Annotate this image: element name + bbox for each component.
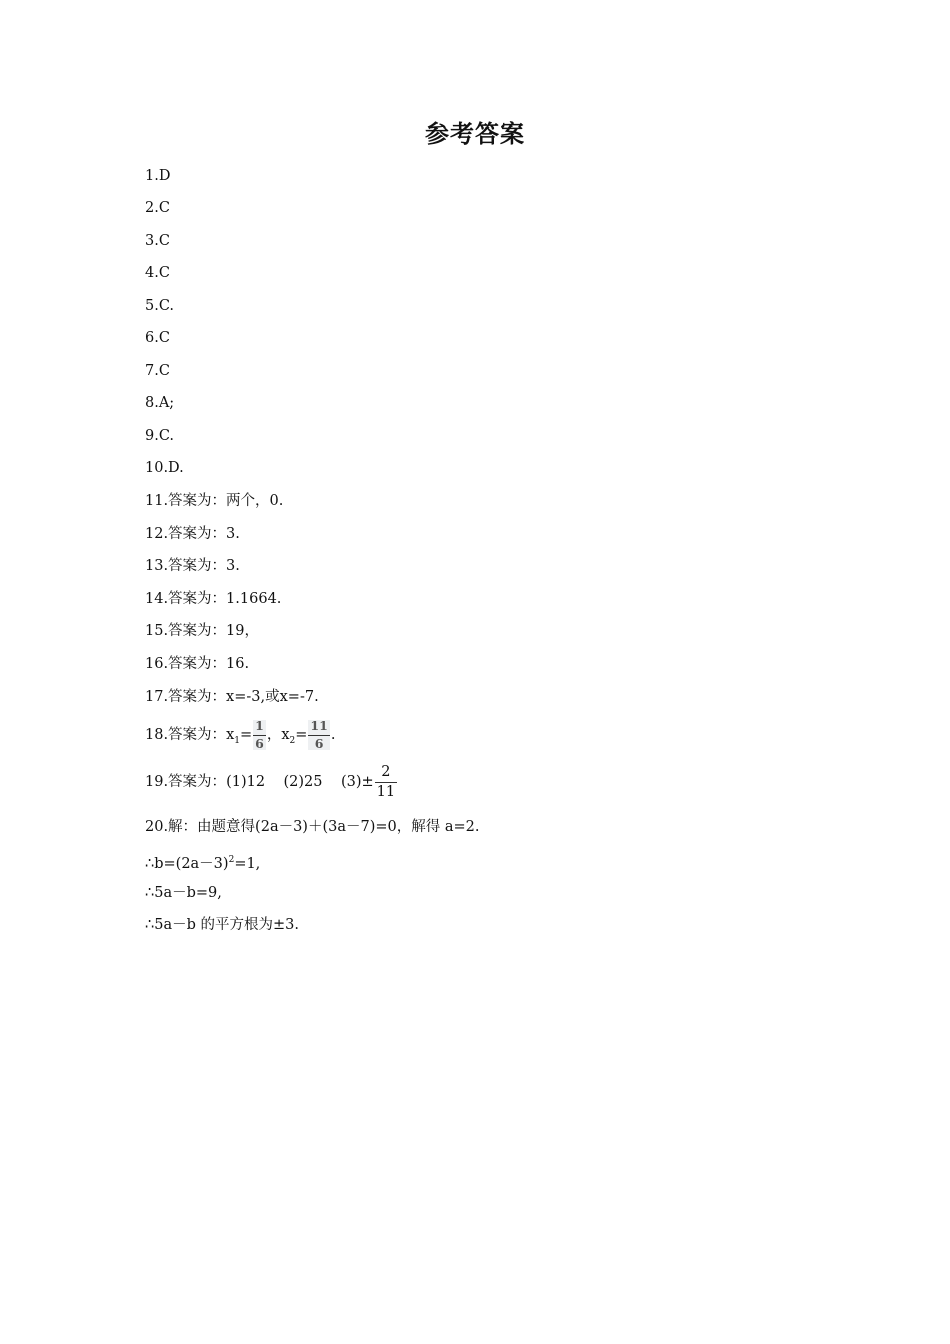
- answer-19: [145, 762, 398, 802]
- answer-19-part2: (2)25: [283, 774, 323, 790]
- page-title: 参考答案: [425, 120, 525, 148]
- x1-fraction: [253, 720, 266, 750]
- x1-var: x: [226, 727, 235, 743]
- answer-20-line2-b: =1,: [234, 855, 261, 872]
- answer-15: 15.答案为：19，: [145, 623, 260, 639]
- x2-sub: 2: [289, 735, 296, 746]
- answer-7: 7.C: [145, 363, 170, 379]
- answer-10: 10.D.: [145, 460, 184, 476]
- answer-17: 17.答案为：x=-3,或x=-7.: [145, 689, 319, 705]
- answer-20-line2: [145, 850, 260, 874]
- answer-13: 13.答案为：3.: [145, 558, 240, 574]
- answer-20-line2-sup: 2: [228, 855, 235, 865]
- answer-20-line3: ∴5a－b=9,: [145, 885, 222, 901]
- x1-sub: 1: [234, 735, 240, 746]
- x1-numerator: 1: [253, 720, 266, 736]
- x2-eq: =: [295, 727, 308, 743]
- answer-18-end: .: [330, 727, 336, 743]
- answer-12: 12.答案为：3.: [145, 526, 240, 542]
- x1-eq: =: [239, 727, 253, 743]
- answer-18-sep: ，: [266, 727, 282, 743]
- answer-11: 11.答案为：两个，0.: [145, 493, 284, 509]
- answer-18-prefix: 18.答案为：: [145, 727, 227, 743]
- answer-16: 16.答案为：16.: [145, 656, 250, 672]
- x2-denominator: 6: [314, 735, 324, 751]
- answer-4: 4.C: [145, 265, 170, 281]
- answer-6: 6.C: [145, 330, 170, 346]
- x2-fraction: [308, 720, 329, 750]
- x2-numerator: 11: [308, 720, 329, 736]
- x1-denominator: 6: [255, 735, 264, 751]
- answer-19-numerator: 2: [375, 765, 397, 783]
- answer-18: [145, 720, 335, 756]
- answer-9: 9.C.: [145, 428, 175, 444]
- answer-19-part3: (3)±: [340, 774, 374, 790]
- answer-3: 3.C: [145, 233, 170, 249]
- answer-20-line2-a: ∴b=(2a－3): [145, 855, 229, 872]
- answer-5: 5.C.: [145, 298, 175, 314]
- answer-19-prefix: 19.答案为：: [145, 774, 227, 790]
- answer-19-fraction: [375, 765, 397, 799]
- answer-2: 2.C: [145, 200, 170, 216]
- answer-19-part1: (1)12: [226, 774, 266, 790]
- answer-20-line4: ∴5a－b 的平方根为±3.: [145, 917, 299, 933]
- answer-14: 14.答案为：1.1664.: [145, 591, 282, 607]
- answer-8: 8.A;: [145, 395, 175, 411]
- answer-1: 1.D: [145, 168, 171, 184]
- answer-20-line1: 20.解：由题意得(2a－3)＋(3a－7)=0，解得 a=2.: [145, 819, 480, 835]
- x2-var: x: [281, 727, 290, 743]
- answer-19-denominator: 11: [376, 783, 396, 800]
